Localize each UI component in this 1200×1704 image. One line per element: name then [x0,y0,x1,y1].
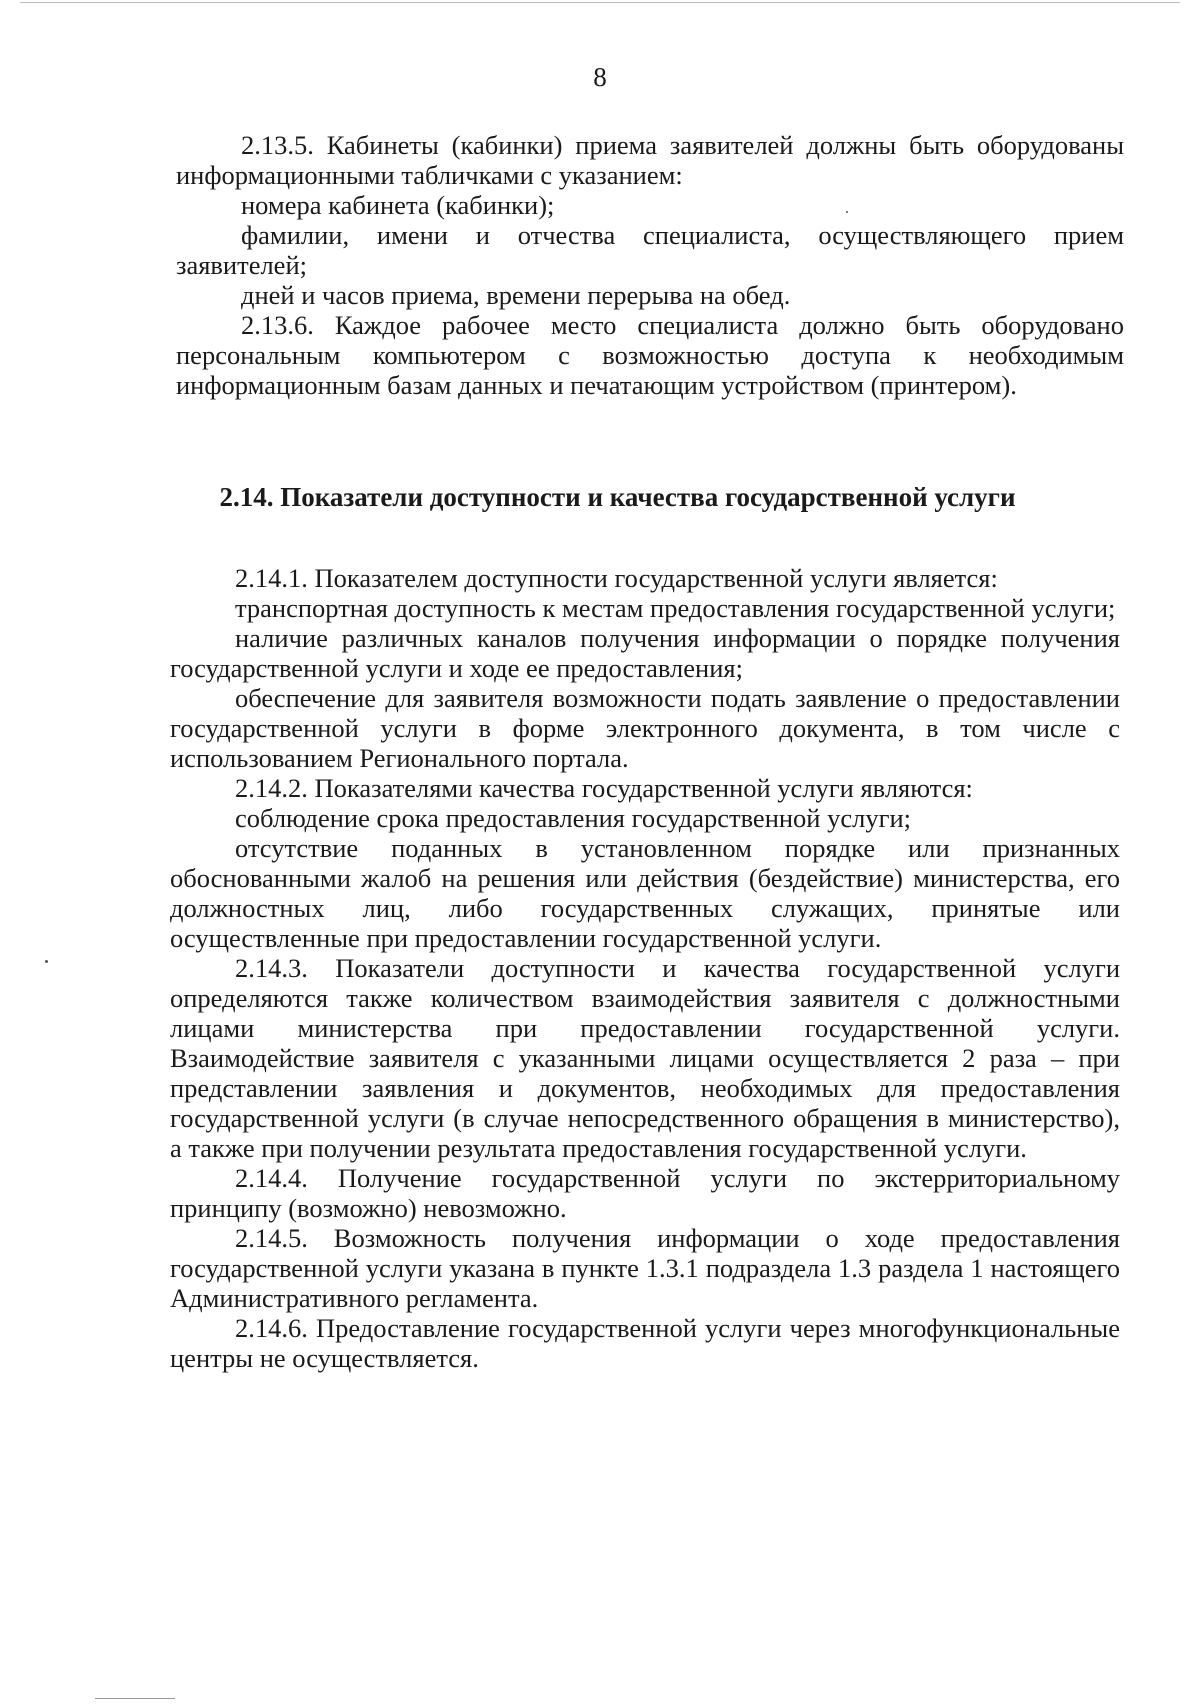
paragraph-2-14-3: 2.14.3. Показатели доступности и качества государственной услуги определяются также количеством взаимодействия заявителя с должностными лицами министерства при предоставлении государственной услуги. Взаимодействие заявителя с указанными лицами осуществляется 2 раза – при представлении заявления и документов, необходимых для предоставления государственной услуги (в случае непосредственного обращения в министерство), а также при получении результата предоставления государственной услуги. [170,953,1120,1163]
paragraph-2-14-2: 2.14.2. Показателями качества государственной услуги являются: [235,773,973,803]
section-2-13-text [176,130,1124,400]
scan-edge-top [20,2,1180,3]
paragraph-no-complaints: отсутствие поданных в установленном порядке или признанных обоснованными жалоб на решения или действия (бездействие) министерства, его должностных лиц, либо государственных служащих, принятые или осуществленные при предоставлении государственной услуги. [170,833,1120,953]
paragraph-2-14-5: 2.14.5. Возможность получения информации о ходе предоставления государственной услуги указана в пункте 1.3.1 подраздела 1.3 раздела 1 настоящего Административного регламента. [170,1223,1120,1313]
paragraph-2-14-4: 2.14.4. Получение государственной услуги по экстерриториальному принципу (возможно) невозможно. [170,1163,1120,1223]
paragraph-electronic-application: обеспечение для заявителя возможности подать заявление о предоставлении государственной услуги в форме электронного документа, в том числе с использованием Регионального портала. [170,683,1120,773]
section-heading-2-14: 2.14. Показатели доступности и качества государственной услуги [219,482,1016,512]
paragraph-cabinet-number: номера кабинета (кабинки); [241,190,555,220]
paragraph-2-13-6: 2.13.6. Каждое рабочее место специалиста должно быть оборудовано персональным компьютером с возможностью доступа к необходимым информационным базам данных и печатающим устройством (принтером). [176,310,1124,400]
paragraph-2-13-5: 2.13.5. Кабинеты (кабинки) приема заявителей должны быть оборудованы информационными табличками с указанием: [176,130,1124,190]
section-2-14-text [170,563,1120,1373]
paragraph-specialist-name: фамилии, имени и отчества специалиста, осуществляющего прием заявителей; [176,220,1124,280]
scan-speck [45,960,48,963]
paragraph-information-channels: наличие различных каналов получения информации о порядке получения государственной услуги и ходе ее предоставления; [170,623,1120,683]
paragraph-deadline-compliance: соблюдение срока предоставления государственной услуги; [235,803,912,833]
paragraph-2-14-6: 2.14.6. Предоставление государственной услуги через многофункциональные центры не осуществляется. [170,1313,1120,1373]
paragraph-reception-hours: дней и часов приема, времени перерыва на обед. [241,280,791,310]
paragraph-2-14-1: 2.14.1. Показателем доступности государственной услуги является: [235,563,998,593]
page-number: 8 [593,62,607,92]
scan-speck [846,211,848,213]
scan-edge-bottom [95,1698,175,1699]
paragraph-transport-accessibility: транспортная доступность к местам предоставления государственной услуги; [235,593,1116,623]
